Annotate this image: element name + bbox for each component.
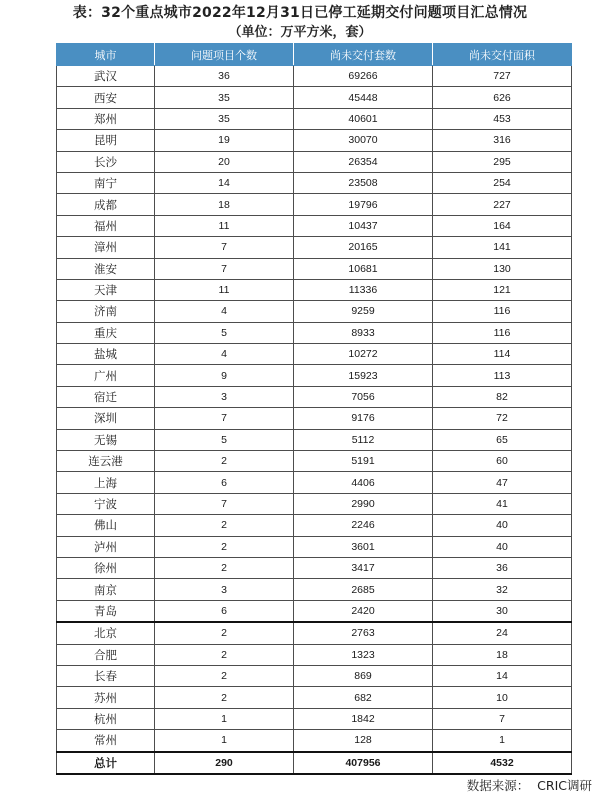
table-row [57, 687, 572, 708]
cell-undelivered-units: 4406 [294, 472, 433, 493]
cell-city: 泸州 [57, 536, 155, 557]
cell-project-count: 19 [155, 130, 294, 151]
table-row [57, 194, 572, 215]
table-row [57, 665, 572, 686]
cell-undelivered-area: 254 [433, 172, 572, 193]
header-row [57, 44, 572, 66]
cell-city: 无锡 [57, 429, 155, 450]
cell-city: 常州 [57, 730, 155, 752]
table-row [57, 472, 572, 493]
summary-table [56, 43, 572, 775]
cell-undelivered-area: 40 [433, 536, 572, 557]
cell-project-count: 2 [155, 665, 294, 686]
cell-undelivered-area: 65 [433, 429, 572, 450]
header-undelivered-units: 尚未交付套数 [294, 44, 433, 66]
cell-undelivered-area: 116 [433, 301, 572, 322]
cell-project-count: 20 [155, 151, 294, 172]
cell-project-count: 14 [155, 172, 294, 193]
cell-undelivered-units: 45448 [294, 87, 433, 108]
table-row [57, 130, 572, 151]
cell-undelivered-units: 69266 [294, 66, 433, 87]
cell-undelivered-units: 2763 [294, 622, 433, 644]
cell-undelivered-units: 20165 [294, 237, 433, 258]
cell-project-count: 5 [155, 429, 294, 450]
table-row [57, 730, 572, 752]
table-row [57, 87, 572, 108]
table-row [57, 600, 572, 622]
cell-project-count: 6 [155, 472, 294, 493]
cell-undelivered-units: 10437 [294, 215, 433, 236]
cell-project-count: 35 [155, 87, 294, 108]
table-row [57, 451, 572, 472]
cell-city: 苏州 [57, 687, 155, 708]
cell-city: 郑州 [57, 108, 155, 129]
cell-undelivered-area: 36 [433, 557, 572, 578]
cell-project-count: 35 [155, 108, 294, 129]
cell-undelivered-area: 72 [433, 408, 572, 429]
cell-undelivered-area: 1 [433, 730, 572, 752]
table-row [57, 172, 572, 193]
cell-project-count: 2 [155, 644, 294, 665]
cell-project-count: 2 [155, 557, 294, 578]
cell-undelivered-area: 32 [433, 579, 572, 600]
cell-undelivered-units: 682 [294, 687, 433, 708]
cell-undelivered-units: 40601 [294, 108, 433, 129]
cell-city: 宁波 [57, 493, 155, 514]
table-row [57, 258, 572, 279]
cell-undelivered-units: 2420 [294, 600, 433, 622]
cell-undelivered-area: 18 [433, 644, 572, 665]
cell-project-count: 2 [155, 515, 294, 536]
cell-city: 长沙 [57, 151, 155, 172]
cell-project-count: 1 [155, 730, 294, 752]
cell-undelivered-units: 1323 [294, 644, 433, 665]
cell-undelivered-area: 114 [433, 344, 572, 365]
cell-undelivered-units: 23508 [294, 172, 433, 193]
cell-city: 宿迁 [57, 386, 155, 407]
cell-project-count: 3 [155, 386, 294, 407]
cell-undelivered-area: 295 [433, 151, 572, 172]
total-project-count: 290 [155, 752, 294, 774]
cell-city: 昆明 [57, 130, 155, 151]
cell-undelivered-units: 30070 [294, 130, 433, 151]
table-row [57, 429, 572, 450]
cell-undelivered-units: 8933 [294, 322, 433, 343]
cell-project-count: 36 [155, 66, 294, 87]
cell-undelivered-area: 227 [433, 194, 572, 215]
cell-undelivered-area: 141 [433, 237, 572, 258]
cell-city: 重庆 [57, 322, 155, 343]
table-row [57, 365, 572, 386]
cell-project-count: 7 [155, 493, 294, 514]
table-row [57, 622, 572, 644]
cell-undelivered-units: 2685 [294, 579, 433, 600]
cell-project-count: 11 [155, 215, 294, 236]
cell-project-count: 18 [155, 194, 294, 215]
header-undelivered-area: 尚未交付面积 [433, 44, 572, 66]
cell-city: 淮安 [57, 258, 155, 279]
cell-undelivered-area: 41 [433, 493, 572, 514]
cell-undelivered-units: 7056 [294, 386, 433, 407]
table-header [57, 44, 572, 66]
total-undelivered-area: 4532 [433, 752, 572, 774]
cell-project-count: 5 [155, 322, 294, 343]
table-row [57, 301, 572, 322]
cell-undelivered-units: 19796 [294, 194, 433, 215]
cell-undelivered-area: 130 [433, 258, 572, 279]
cell-undelivered-area: 40 [433, 515, 572, 536]
cell-undelivered-units: 5191 [294, 451, 433, 472]
cell-undelivered-area: 727 [433, 66, 572, 87]
cell-undelivered-area: 30 [433, 600, 572, 622]
cell-city: 济南 [57, 301, 155, 322]
table-row [57, 151, 572, 172]
cell-undelivered-area: 82 [433, 386, 572, 407]
cell-undelivered-units: 9259 [294, 301, 433, 322]
cell-undelivered-area: 164 [433, 215, 572, 236]
table-row [57, 515, 572, 536]
header-city: 城市 [57, 44, 155, 66]
cell-undelivered-area: 113 [433, 365, 572, 386]
table-title: 表：32个重点城市2022年12月31日已停工延期交付问题项目汇总情况 [72, 5, 528, 21]
total-row [57, 752, 572, 774]
cell-city: 徐州 [57, 557, 155, 578]
cell-undelivered-units: 3417 [294, 557, 433, 578]
cell-undelivered-units: 3601 [294, 536, 433, 557]
cell-city: 北京 [57, 622, 155, 644]
data-source-note: 数据来源： CRIC调研 [466, 778, 592, 793]
cell-undelivered-units: 11336 [294, 279, 433, 300]
cell-project-count: 4 [155, 301, 294, 322]
cell-undelivered-units: 2246 [294, 515, 433, 536]
table-row [57, 644, 572, 665]
table-row [57, 215, 572, 236]
cell-project-count: 1 [155, 708, 294, 729]
table-row [57, 237, 572, 258]
table-row [57, 493, 572, 514]
total-label: 总计 [57, 752, 155, 774]
cell-undelivered-area: 626 [433, 87, 572, 108]
cell-city: 天津 [57, 279, 155, 300]
cell-city: 漳州 [57, 237, 155, 258]
table-body [57, 66, 572, 774]
table-row [57, 408, 572, 429]
cell-undelivered-units: 128 [294, 730, 433, 752]
cell-undelivered-area: 24 [433, 622, 572, 644]
cell-undelivered-area: 60 [433, 451, 572, 472]
cell-city: 合肥 [57, 644, 155, 665]
cell-undelivered-units: 15923 [294, 365, 433, 386]
cell-city: 佛山 [57, 515, 155, 536]
table-row [57, 66, 572, 87]
cell-undelivered-area: 10 [433, 687, 572, 708]
cell-undelivered-units: 1842 [294, 708, 433, 729]
table-row [57, 386, 572, 407]
cell-project-count: 2 [155, 451, 294, 472]
cell-project-count: 2 [155, 536, 294, 557]
table-row [57, 344, 572, 365]
cell-undelivered-units: 5112 [294, 429, 433, 450]
cell-project-count: 7 [155, 237, 294, 258]
cell-undelivered-units: 10681 [294, 258, 433, 279]
cell-undelivered-area: 47 [433, 472, 572, 493]
cell-city: 上海 [57, 472, 155, 493]
cell-undelivered-area: 316 [433, 130, 572, 151]
cell-undelivered-area: 121 [433, 279, 572, 300]
cell-city: 杭州 [57, 708, 155, 729]
cell-project-count: 3 [155, 579, 294, 600]
table-row [57, 579, 572, 600]
cell-undelivered-units: 10272 [294, 344, 433, 365]
cell-city: 福州 [57, 215, 155, 236]
cell-city: 武汉 [57, 66, 155, 87]
cell-city: 青岛 [57, 600, 155, 622]
cell-city: 盐城 [57, 344, 155, 365]
cell-city: 南宁 [57, 172, 155, 193]
cell-undelivered-units: 9176 [294, 408, 433, 429]
cell-project-count: 7 [155, 408, 294, 429]
cell-undelivered-area: 14 [433, 665, 572, 686]
cell-city: 西安 [57, 87, 155, 108]
cell-city: 南京 [57, 579, 155, 600]
table-row [57, 322, 572, 343]
cell-project-count: 2 [155, 687, 294, 708]
cell-undelivered-units: 2990 [294, 493, 433, 514]
cell-undelivered-area: 453 [433, 108, 572, 129]
table-row [57, 536, 572, 557]
table-row [57, 708, 572, 729]
cell-city: 长春 [57, 665, 155, 686]
cell-undelivered-area: 7 [433, 708, 572, 729]
table-row [57, 557, 572, 578]
cell-undelivered-units: 869 [294, 665, 433, 686]
table-subtitle: （单位：万平方米，套） [228, 25, 372, 40]
cell-undelivered-area: 116 [433, 322, 572, 343]
cell-city: 深圳 [57, 408, 155, 429]
cell-project-count: 6 [155, 600, 294, 622]
cell-project-count: 7 [155, 258, 294, 279]
total-undelivered-units: 407956 [294, 752, 433, 774]
table-row [57, 279, 572, 300]
cell-city: 成都 [57, 194, 155, 215]
cell-project-count: 11 [155, 279, 294, 300]
cell-city: 广州 [57, 365, 155, 386]
cell-project-count: 4 [155, 344, 294, 365]
table-row [57, 108, 572, 129]
cell-city: 连云港 [57, 451, 155, 472]
cell-undelivered-units: 26354 [294, 151, 433, 172]
header-project-count: 问题项目个数 [155, 44, 294, 66]
cell-project-count: 2 [155, 622, 294, 644]
cell-project-count: 9 [155, 365, 294, 386]
